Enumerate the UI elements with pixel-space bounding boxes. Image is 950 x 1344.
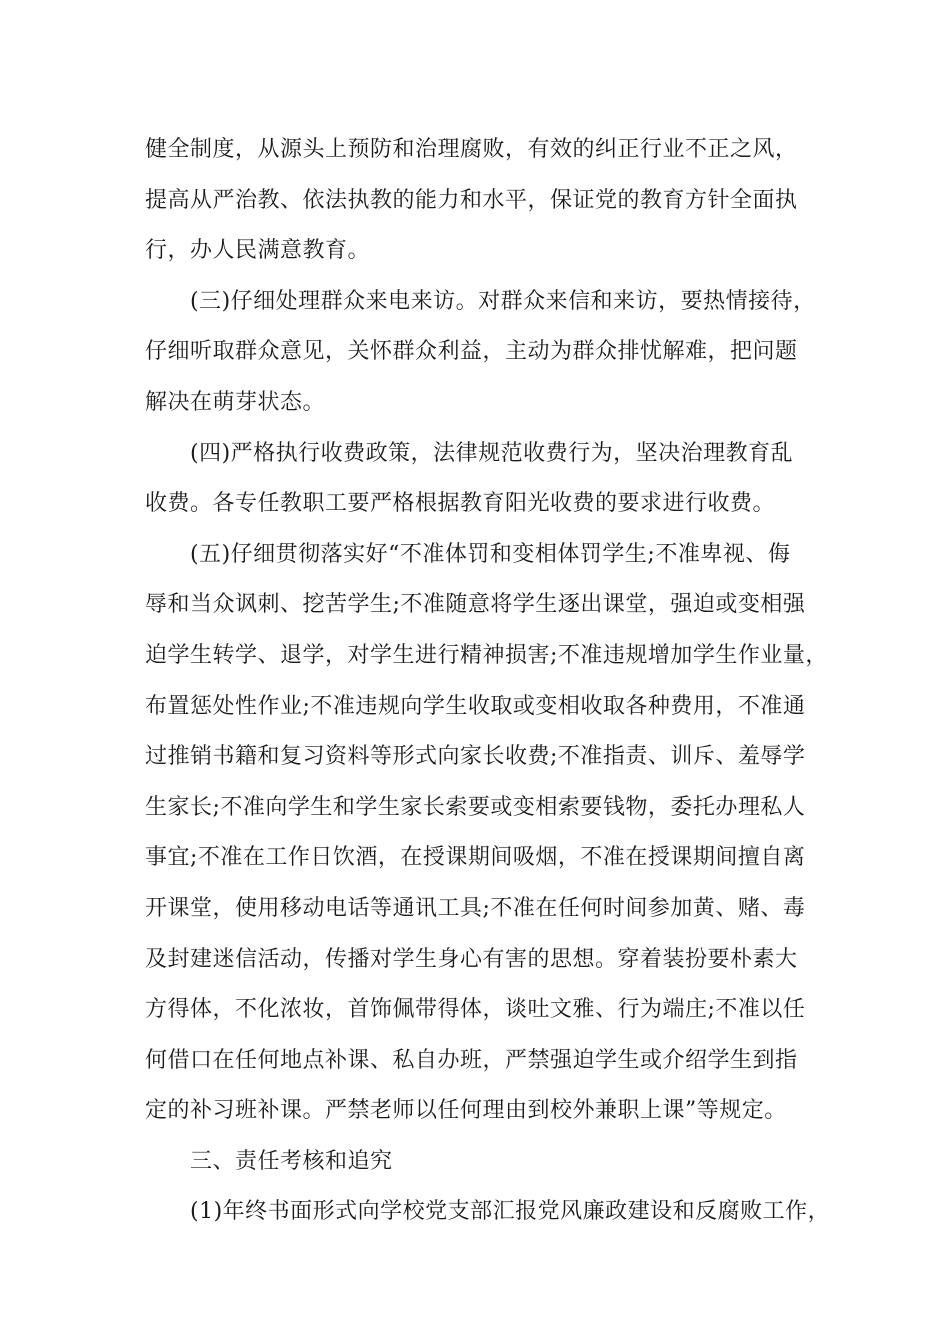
- section-heading-5: (五)仔细贯彻落实好“不准体罚和变相体罚学生;不准卑视、侮: [190, 541, 791, 567]
- text-line: 开课堂，使用移动电话等通讯工具;不准在任何时间参加黄、赌、毒: [145, 895, 806, 921]
- section-heading-3: (三)仔细处理群众来电来访。对群众来信和来访，要热情接待，: [190, 288, 816, 314]
- text-line: 行，办人民满意教育。: [145, 238, 371, 264]
- text-line: 仔细听取群众意见，关怀群众利益，主动为群众排忧解难，把问题: [145, 339, 798, 365]
- text-line: 生家长;不准向学生和学生家长索要或变相索要钱物，委托办理私人: [145, 794, 806, 820]
- text-line: 方得体，不化浓妆，首饰佩带得体，谈吐文雅、行为端庄;不准以任: [145, 997, 806, 1023]
- text-line: 及封建迷信活动，传播对学生身心有害的思想。穿着装扮要朴素大: [145, 946, 798, 972]
- text-line: 布置惩处性作业;不准违规向学生收取或变相收取各种费用，不准通: [145, 693, 806, 719]
- text-line: 解决在萌芽状态。: [145, 389, 326, 415]
- text-line: 过推销书籍和复习资料等形式向家长收费;不准指责、训斥、羞辱学: [145, 744, 806, 770]
- text-line: 定的补习班补课。严禁老师以任何理由到校外兼职上课”等规定。: [145, 1098, 787, 1124]
- text-line: 事宜;不准在工作日饮酒，在授课期间吸烟，不准在授课期间擅自离: [145, 845, 806, 871]
- section-heading-1: (1)年终书面形式向学校党支部汇报党风廉政建设和反腐败工作，: [190, 1199, 831, 1225]
- text-line: 迫学生转学、退学，对学生进行精神损害;不准违规增加学生作业量，: [145, 642, 828, 668]
- document-body: [145, 125, 831, 1238]
- text-line: 何借口在任何地点补课、私自办班，严禁强迫学生或介绍学生到指: [145, 1047, 798, 1073]
- text-line: 收费。各专任教职工要严格根据教育阳光收费的要求进行收费。: [145, 491, 776, 517]
- chapter-heading: 三、责任考核和追究: [190, 1148, 393, 1174]
- text-line: 健全制度，从源头上预防和治理腐败，有效的纠正行业不正之风，: [145, 137, 798, 162]
- text-line: 提高从严治教、依法执教的能力和水平，保证党的教育方针全面执: [145, 187, 798, 213]
- text-line: 辱和当众讽刺、挖苦学生;不准随意将学生逐出课堂，强迫或变相强: [145, 592, 806, 618]
- section-heading-4: (四)严格执行收费政策，法律规范收费行为，坚决治理教育乱: [190, 440, 794, 466]
